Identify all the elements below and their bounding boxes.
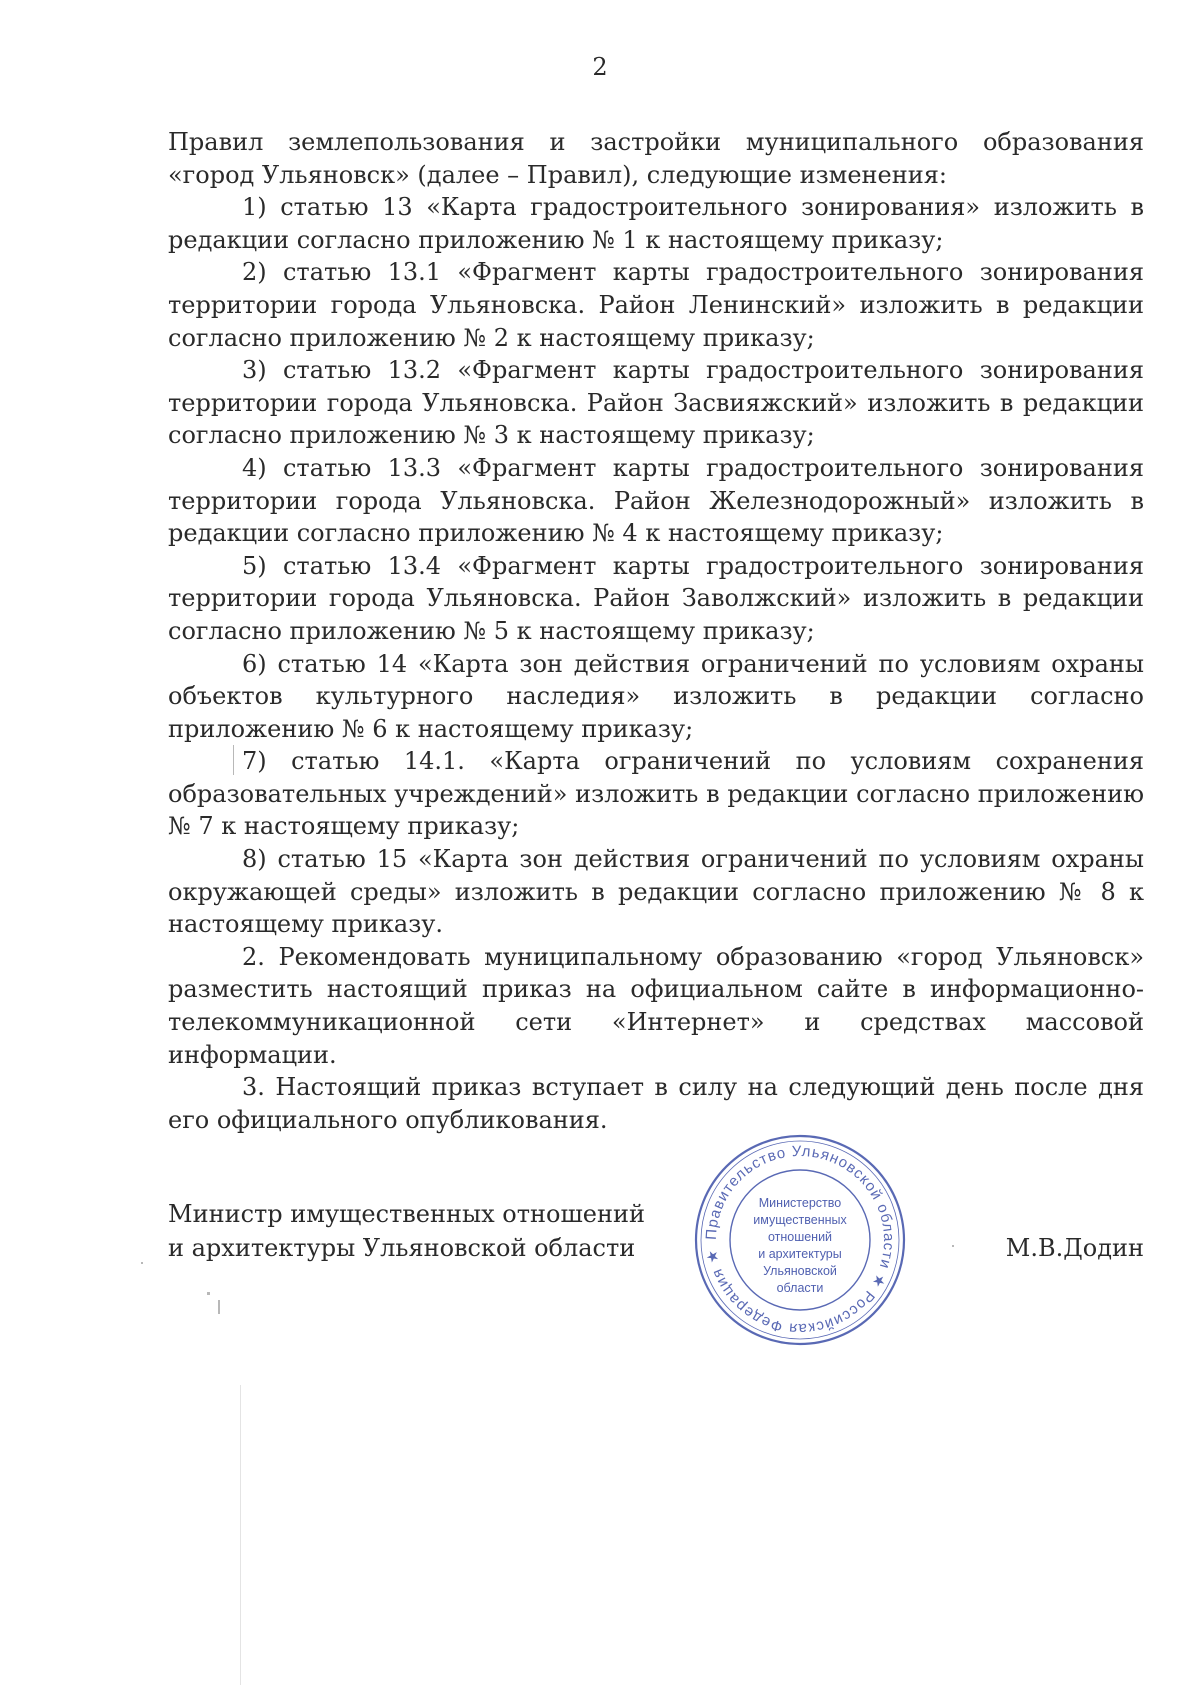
signer-position-line-2: и архитектуры Ульяновской области: [168, 1234, 636, 1262]
document-body: [168, 126, 1144, 1136]
paragraph-intro: Правил землепользования и застройки муниципального образования «город Ульяновск» (далее – Правил), следующие изменения:: [168, 128, 1144, 189]
seal-ring-text: Правительство Ульяновской области ★ Российская Федерация ★: [702, 1142, 898, 1338]
signer-name: М.В.Додин: [1005, 1234, 1144, 1262]
scan-artifact: [240, 1385, 241, 1685]
scan-artifact: [233, 745, 234, 775]
official-seal: [690, 1130, 910, 1350]
signer-position-line-1: Министр имущественных отношений: [168, 1200, 645, 1228]
paragraph-item-6: 6) статью 14 «Карта зон действия ограничений по условиям охраны объектов культурного наследия» изложить в редакции согласно приложению № 6 к настоящему приказу;: [168, 649, 1144, 743]
svg-text:отношений: отношений: [767, 1230, 833, 1244]
svg-text:Ульяновской: Ульяновской: [763, 1264, 837, 1278]
paragraph-item-1: 1) статью 13 «Карта градостроительного зонирования» изложить в редакции согласно приложению № 1 к настоящему приказу;: [168, 193, 1144, 254]
signer-position: [168, 1197, 645, 1265]
scan-artifact: [141, 1262, 143, 1264]
scan-artifact: [218, 1300, 220, 1314]
paragraph-item-3: 3) статью 13.2 «Фрагмент карты градостроительного зонирования территории города Ульяновска. Район Засвияжский» изложить в редакции согласно приложению № 3 к настоящему приказу;: [168, 356, 1144, 450]
svg-text:имущественных: имущественных: [753, 1213, 847, 1227]
paragraph-item-7: 7) статью 14.1. «Карта ограничений по условиям сохранения образовательных учреждений» изложить в редакции согласно приложению № 7 к настоящему приказу;: [168, 747, 1144, 841]
svg-text:и архитектуры: и архитектуры: [758, 1247, 842, 1261]
paragraph-item-4: 4) статью 13.3 «Фрагмент карты градостроительного зонирования территории города Ульяновска. Район Железнодорожный» изложить в редакции согласно приложению № 4 к настоящему приказу;: [168, 453, 1144, 548]
page-number: 2: [592, 53, 608, 81]
paragraph-item-2: 2) статью 13.1 «Фрагмент карты градостроительного зонирования территории города Ульяновска. Район Ленинский» изложить в редакции согласно приложению № 2 к настоящему приказу;: [168, 258, 1144, 352]
svg-text:области: области: [776, 1281, 824, 1295]
svg-text:Министерство: Министерство: [758, 1196, 842, 1210]
paragraph-item-5: 5) статью 13.4 «Фрагмент карты градостроительного зонирования территории города Ульяновска. Район Заволжский» изложить в редакции согласно приложению № 5 к настоящему приказу;: [168, 551, 1144, 645]
paragraph-item-8: 8) статью 15 «Карта зон действия ограничений по условиям охраны окружающей среды» изложить в редакции согласно приложению № 8 к настоящему приказу.: [168, 845, 1144, 939]
scan-artifact: [952, 1245, 954, 1247]
paragraph-recommendation: 2. Рекомендовать муниципальному образованию «город Ульяновск» разместить настоящий приказ на официальном сайте в информационно-телекоммуникационной сети «Интернет» и средствах массовой информации.: [168, 942, 1144, 1069]
scan-artifact: [207, 1292, 210, 1295]
paragraph-effective-date: 3. Настоящий приказ вступает в силу на следующий день после дня его официального опубликования.: [168, 1073, 1144, 1134]
